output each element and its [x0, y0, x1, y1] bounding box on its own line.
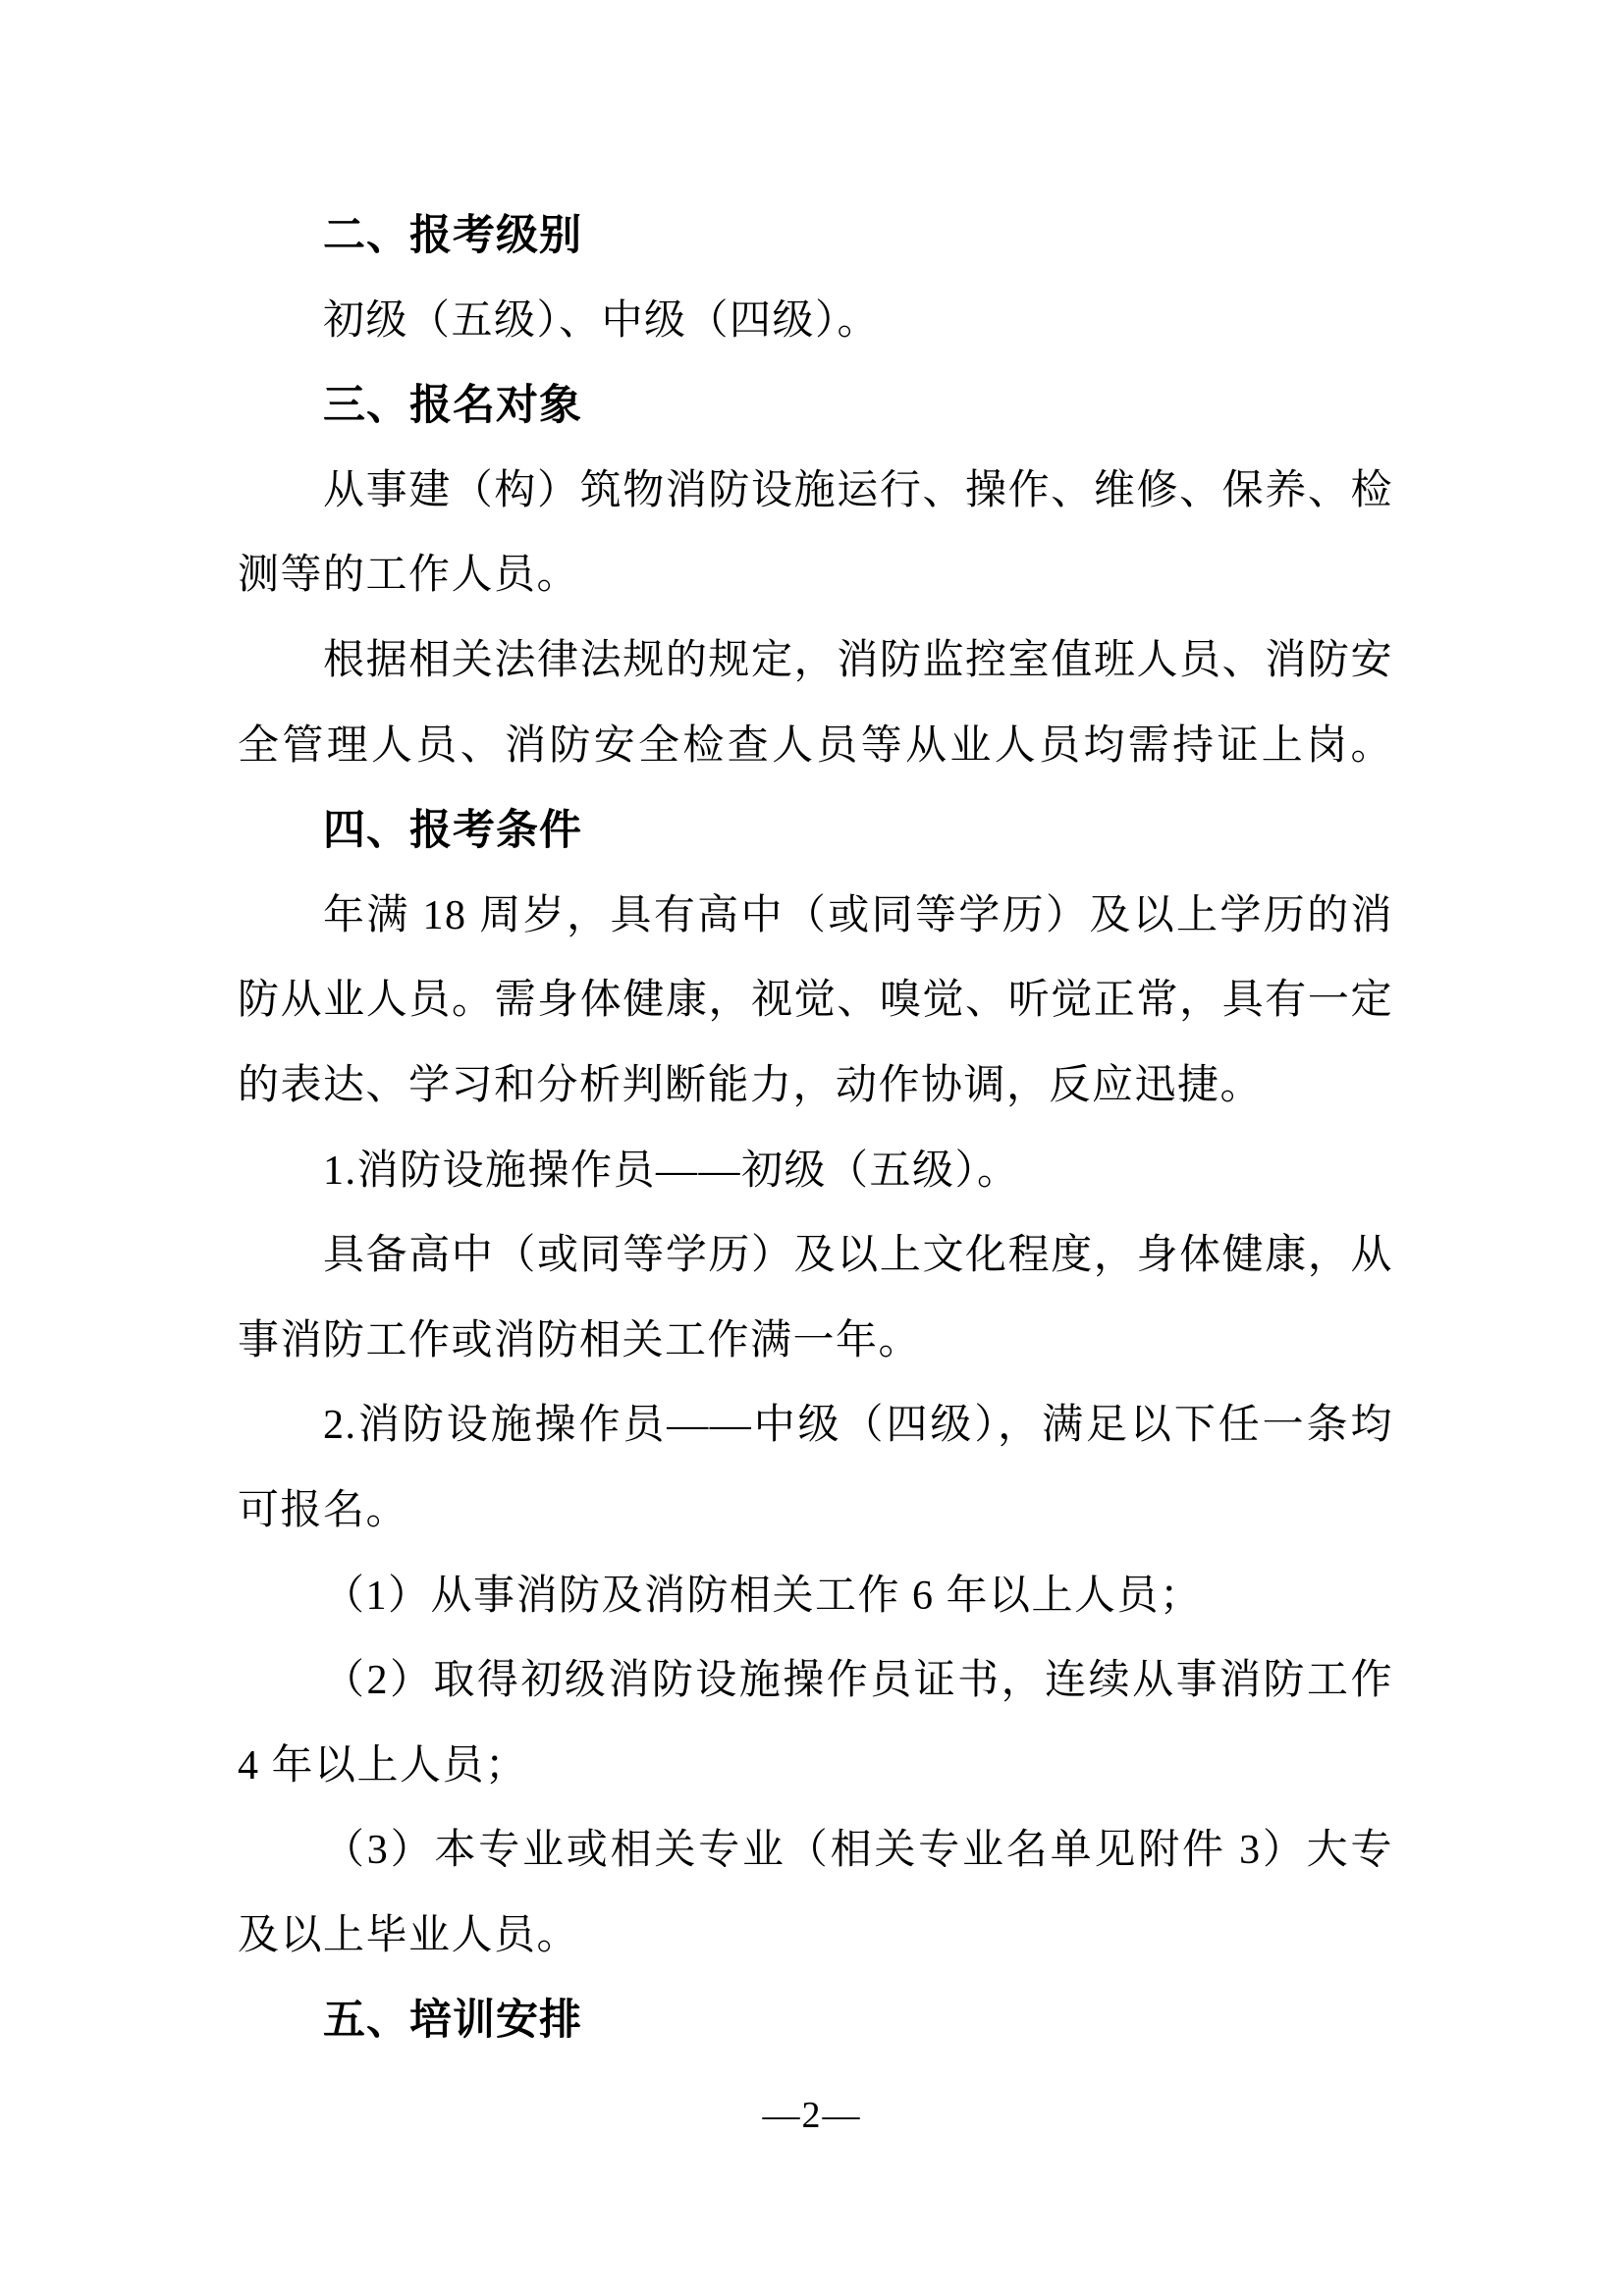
- section-heading-5: 五、培训安排: [323, 1997, 582, 2045]
- document-line-item-2: 2.消防设施操作员——中级（四级），满足以下任一条均: [323, 1403, 1393, 1449]
- section-heading-3: 三、报名对象: [323, 382, 582, 430]
- document-line: 4 年以上人员；: [238, 1742, 528, 1789]
- document-line: 年满 18 周岁，具有高中（或同等学历）及以上学历的消: [323, 892, 1393, 938]
- document-line: 可报名。: [238, 1487, 409, 1533]
- document-line: 具备高中（或同等学历）及以上文化程度，身体健康，从: [323, 1233, 1393, 1279]
- document-line-subitem-2: （2）取得初级消防设施操作员证书，连续从事消防工作: [323, 1658, 1393, 1704]
- document-line: 全管理人员、消防安全检查人员等从业人员均需持证上岗。: [238, 722, 1393, 769]
- section-heading-4: 四、报考条件: [323, 807, 582, 855]
- document-line: 事消防工作或消防相关工作满一年。: [238, 1317, 922, 1363]
- document-body: [238, 193, 1393, 2063]
- section-heading-2: 二、报考级别: [323, 212, 582, 259]
- document-line: 从事建（构）筑物消防设施运行、操作、维修、保养、检: [323, 467, 1393, 513]
- document-line-subitem-3: （3）本专业或相关专业（相关专业名单见附件 3）大专: [323, 1828, 1393, 1874]
- document-line-item-1: 1.消防设施操作员——初级（五级）。: [323, 1148, 1020, 1194]
- page-number: —2—: [762, 2095, 862, 2136]
- document-line: 及以上毕业人员。: [238, 1912, 580, 1958]
- document-line-subitem-1: （1）从事消防及消防相关工作 6 年以上人员；: [323, 1573, 1203, 1619]
- document-line: 的表达、学习和分析判断能力，动作协调，反应迅捷。: [238, 1062, 1264, 1108]
- document-line: 初级（五级）、中级（四级）。: [323, 297, 881, 344]
- document-line: 防从业人员。需身体健康，视觉、嗅觉、听觉正常，具有一定: [238, 978, 1393, 1024]
- document-line: 根据相关法律法规的规定，消防监控室值班人员、消防安: [323, 637, 1393, 683]
- document-line: 测等的工作人员。: [238, 553, 580, 599]
